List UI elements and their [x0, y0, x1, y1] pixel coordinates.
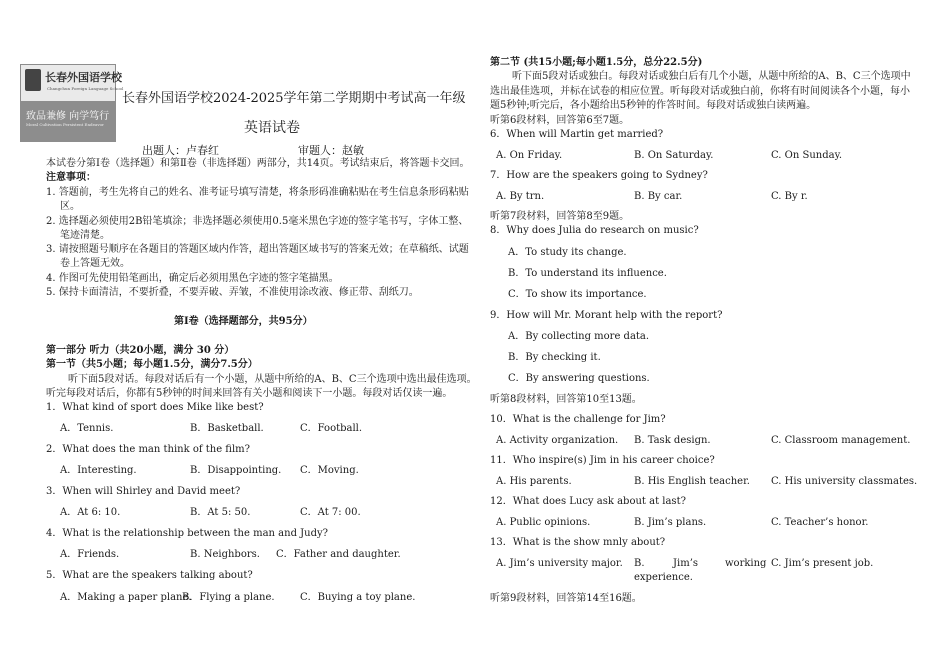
material-prompt: 听第9段材料，回答第14至16题。	[490, 593, 642, 604]
option-b-word: working	[725, 558, 767, 569]
option-c: C．At 7: 00.	[300, 507, 361, 518]
note-line: 3. 请按照题号顺序在各题目的答题区域内作答，超出答题区域书写的答案无效；在草稿纸、试题	[46, 244, 469, 255]
option-c: C. His university classmates.	[771, 476, 918, 487]
question-6: 6．When will Martin get married?	[490, 129, 664, 140]
option-a: A. Public opinions.	[496, 517, 591, 528]
school-emblem-icon	[25, 69, 41, 91]
option-b: B. His English teacher.	[634, 476, 750, 487]
notes-heading: 注意事项：	[46, 172, 96, 183]
option-a: A．Tennis.	[60, 423, 114, 434]
option-a: A. On Friday.	[496, 150, 563, 161]
question-7: 7．How are the speakers going to Sydney?	[490, 170, 708, 181]
option-c: C．Father and daughter.	[276, 549, 401, 560]
option-b: B. Task design.	[634, 435, 711, 446]
section1-instruction: 听下面5段对话。每段对话后有一个小题，从题中所给的A、B、C三个选项中选出最佳选项。	[68, 374, 477, 385]
option-b: B．At 5: 50.	[190, 507, 251, 518]
part1-heading: 第一部分 听力（共20小题，满分 30 分）	[46, 345, 235, 356]
question-11: 11．Who inspire(s) Jim in his career choice?	[490, 455, 715, 466]
section2-instruction: 听下面5段对话或独白。每段对话或独白后有几个小题，从题中所给的A、B、C三个选项中	[512, 71, 911, 82]
question-13: 13．What is the show mnly about?	[490, 537, 666, 548]
note-line: 卷上答题无效。	[60, 258, 130, 269]
option-b-word: Jim’s	[673, 558, 698, 569]
option-a: A．To study its change.	[508, 247, 627, 258]
option-a: A．Interesting.	[60, 465, 137, 476]
option-b-word: experience.	[634, 572, 693, 583]
option-a: A. By trn.	[496, 191, 545, 202]
option-c: C. By r.	[771, 191, 808, 202]
option-b: B．Basketball.	[190, 423, 264, 434]
subject-title: 英语试卷	[244, 120, 300, 136]
material-prompt: 听第6段材料，回答第6至7题。	[490, 115, 630, 126]
intro-text: 本试卷分第Ⅰ卷（选择题）和第Ⅱ卷（非选择题）两部分，共14页。考试结束后，将答题卡交回。	[46, 158, 470, 169]
section1-heading: 第一节（共5小题；每小题1.5分，满分7.5分）	[46, 359, 258, 370]
section2-instruction: 选出最佳选项，并标在试卷的相应位置。听每段对话或独白前，你将有时间阅读各个小题，每小	[490, 86, 910, 97]
option-c: C．Football.	[300, 423, 363, 434]
option-a: A. Activity organization.	[496, 435, 619, 446]
section2-heading: 第二节 (共15小题;每小题1.5分，总分22.5分)	[490, 57, 703, 68]
option-a: A．Making a paper plane.	[60, 592, 192, 603]
question-2: 2．What does the man think of the film?	[46, 444, 251, 455]
note-line: 5. 保持卡面清洁，不要折叠，不要弄破、弄皱，不准使用涂改液、修正带、刮纸刀。	[46, 287, 419, 298]
question-3: 3．When will Shirley and David meet?	[46, 486, 241, 497]
question-1: 1．What kind of sport does Mike like best?	[46, 402, 264, 413]
section2-instruction: 题5秒钟;听完后，各小题给出5秒钟的作答时间。每段对话或独白读两遍。	[490, 100, 817, 111]
exam-title: 长春外国语学校2024-2025学年第二学期期中考试高一年级	[122, 91, 466, 106]
option-b: B. By car.	[634, 191, 683, 202]
question-10: 10．What is the challenge for Jim?	[490, 414, 666, 425]
question-8: 8．Why does Julia do research on music?	[490, 225, 699, 236]
option-b: B.	[634, 558, 645, 569]
setter: 出题人：卢春红	[142, 144, 219, 157]
option-b: B. Jim’s plans.	[634, 517, 707, 528]
option-c: C. Teacher’s honor.	[771, 517, 869, 528]
logo-motto-en: Moral Cultivation Persistent Endeavor	[26, 122, 104, 127]
material-prompt: 听第7段材料，回答第8至9题。	[490, 211, 630, 222]
note-line: 区。	[60, 201, 80, 212]
logo-school-name: 长春外国语学校	[45, 71, 122, 84]
volume-title: 第Ⅰ卷（选择题部分，共95分）	[174, 316, 313, 327]
reviewer: 审题人：赵敏	[298, 144, 364, 157]
question-9: 9．How will Mr. Morant help with the report?	[490, 310, 723, 321]
note-line: 1. 答题前，考生先将自己的姓名、准考证号填写清楚，将条形码准确粘贴在考生信息条形码粘贴	[46, 187, 469, 198]
option-b: B．By checking it.	[508, 352, 601, 363]
option-b: B．Disappointing.	[190, 465, 282, 476]
option-a: A. Jim’s university major.	[496, 558, 623, 569]
logo-banner	[20, 64, 124, 102]
option-c: C．By answering questions.	[508, 373, 650, 384]
option-a: A．By collecting more data.	[508, 331, 650, 342]
material-prompt: 听第8段材料，回答第10至13题。	[490, 394, 642, 405]
option-b: B. Neighbors.	[190, 549, 260, 560]
option-a: A. His parents.	[496, 476, 572, 487]
question-12: 12．What does Lucy ask about at last?	[490, 496, 686, 507]
question-5: 5．What are the speakers talking about?	[46, 570, 253, 581]
option-c: C. On Sunday.	[771, 150, 843, 161]
section1-instruction: 听完每段对话后，你都有5秒钟的时间来回答有关小题和阅读下一小题。每段对话仅读一遍。	[46, 388, 453, 399]
option-c: C．To show its importance.	[508, 289, 647, 300]
note-line: 4. 作图可先使用铅笔画出，确定后必须用黑色字迹的签字笔描黑。	[46, 273, 339, 284]
logo-school-name-en: Changchun Foreign Language School	[47, 86, 124, 91]
option-c: C．Moving.	[300, 465, 359, 476]
school-logo	[20, 64, 124, 142]
logo-motto: 致品兼修 向学笃行	[26, 111, 110, 122]
option-b: B. On Saturday.	[634, 150, 714, 161]
note-line: 2. 选择题必须使用2B铅笔填涂；非选择题必须使用0.5毫米黑色字迹的签字笔书写，字体工整、	[46, 216, 469, 227]
option-c: C. Classroom management.	[771, 435, 911, 446]
option-b: B．To understand its influence.	[508, 268, 667, 279]
question-4: 4．What is the relationship between the man and Judy?	[46, 528, 329, 539]
note-line: 笔迹清楚。	[60, 230, 110, 241]
option-c: C. Jim’s present job.	[771, 558, 874, 569]
option-b: B．Flying a plane.	[182, 592, 275, 603]
option-c: C．Buying a toy plane.	[300, 592, 416, 603]
option-a: A．At 6: 10.	[60, 507, 121, 518]
option-a: A．Friends.	[60, 549, 120, 560]
